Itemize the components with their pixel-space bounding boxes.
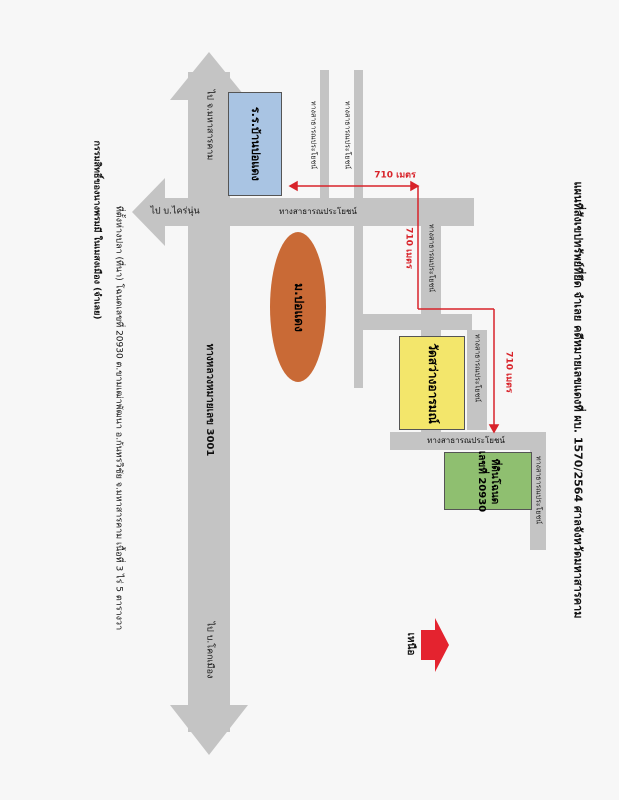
label-to-khaipun: ไป บ.ไคร่นุ่น	[150, 206, 200, 217]
distance-label-1: 710 เมตร	[374, 170, 416, 181]
label-to-kok: ไป บ.โคกเมือง	[204, 621, 215, 679]
label-highway: ทางหลวงหมายเลข 3001	[204, 343, 215, 457]
footer-line-1: ที่ตั้งห่างปลา (ที่นา) โฉนดเลขที่ 20930 ต.ขามเฒ่าพัฒนา อ.กันทรวิชัย จ.มหาสารคาม เนื้อที่ 3 ไร่ 5 ตารางวา	[113, 205, 124, 631]
label-to-mahasarakham: ไป จ.มหาสารคาม	[204, 89, 215, 161]
thin-road-4	[354, 314, 472, 330]
label-public-road-h: ทางสาธารณประโยชน์	[279, 207, 357, 216]
school-box	[228, 92, 282, 196]
temple-label: วัดสว่างอารมณ์	[425, 342, 440, 424]
village-label: ม.ปอแดง	[291, 282, 306, 332]
plot-label-line2: เลขที่ 20930	[477, 450, 488, 512]
school-label: ร.ร.บ้านปอแดง	[248, 106, 262, 182]
thin-road-3	[354, 224, 363, 388]
distance-label-3: 710 เมตร	[503, 351, 514, 393]
map-title: แผนที่สังเขปทรัพย์ที่ยึด จำเลย คดีหมายเลขแดงที่ ผบ. 1570/2564 ศาลจังหวัดมหาสารคาม	[571, 181, 585, 619]
thin-road-1	[320, 70, 329, 200]
north-arrow	[421, 618, 449, 672]
plot-box	[444, 452, 532, 510]
label-public-road-6: ทางสาธารณประโยชน์	[427, 436, 505, 445]
label-public-road-4: ทางสาธารณประโยชน์	[427, 224, 436, 292]
plot-label	[476, 450, 501, 511]
highway-arrow-bottom	[170, 705, 248, 755]
footer-line-2: กรรมสิทธิ์ของนางพรมมี ในเมสงเมือง (จำเลย)	[91, 140, 102, 320]
label-public-road-7: ทางสาธารณประโยชน์	[534, 456, 543, 524]
label-public-road-3: ทางสาธารณประโยชน์	[343, 101, 352, 169]
label-public-road-2: ทางสาธารณประโยชน์	[309, 101, 318, 169]
temple-box	[399, 336, 465, 430]
distance-label-2: 710 เมตร	[403, 227, 414, 269]
label-public-road-5: ทางสาธารณประโยชน์	[473, 334, 482, 402]
village-ellipse	[270, 232, 326, 382]
north-label: เหนือ	[405, 632, 416, 656]
thin-road-2	[354, 70, 363, 200]
plot-label-line1: ที่ดินโฉนด	[489, 458, 501, 504]
